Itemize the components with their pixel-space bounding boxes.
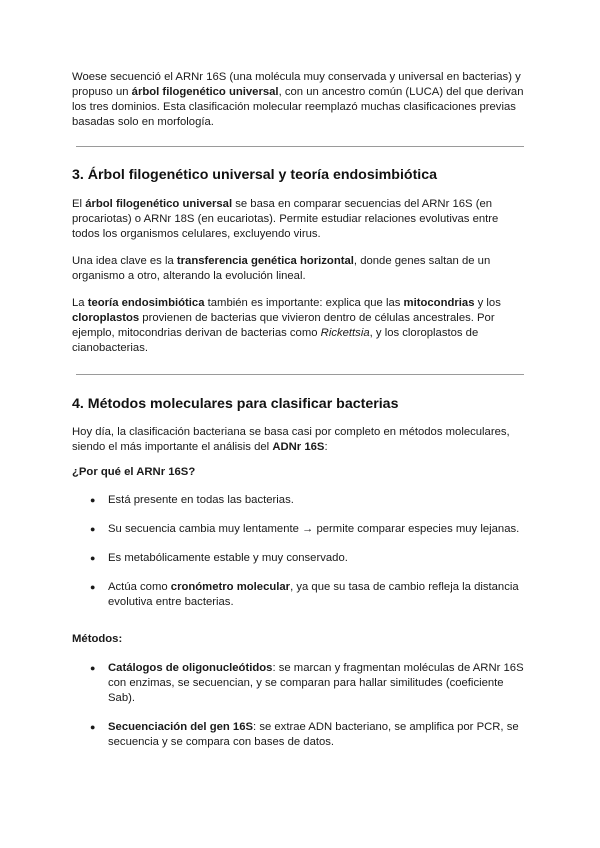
list-item bbox=[72, 493, 528, 508]
document-page bbox=[72, 70, 528, 750]
s3p2-bold-1: transferencia genética horizontal bbox=[176, 255, 354, 267]
intro-bold-1: árbol filogenético universal bbox=[131, 86, 279, 98]
methods-list bbox=[72, 661, 528, 750]
s3p3-text-5: , y los cloroplastos de cianobacterias. bbox=[72, 327, 479, 354]
s3p3-text-2: también es importante: explica que las bbox=[204, 297, 404, 309]
intro-text-2: , con un ancestro común (LUCA) del que derivan los tres dominios. Esta clasificación molecular reemplazó muchas clasificaciones previas basadas solo en morfología. bbox=[72, 86, 524, 128]
s4p1-text-1: Hoy día, la clasificación bacteriana se basa casi por completo en métodos moleculares, siendo el más importante el análisis del bbox=[72, 426, 510, 453]
s3p3-text-3: y los bbox=[474, 297, 501, 309]
method-2-bold: Secuenciación del gen 16S bbox=[108, 721, 254, 733]
list-item bbox=[72, 661, 528, 706]
why-item-4-bold: cronómetro molecular bbox=[170, 581, 291, 593]
s3p3-bold-1: teoría endosimbiótica bbox=[87, 297, 205, 309]
why-item-1-text: Está presente en todas las bacterias. bbox=[108, 494, 294, 506]
why-16s-label: ¿Por qué el ARNr 16S? bbox=[72, 466, 196, 478]
s3p1-text-1: El bbox=[72, 198, 86, 210]
why-item-3-text: Es metabólicamente estable y muy conservado. bbox=[108, 552, 348, 564]
methods-label: Métodos: bbox=[72, 633, 123, 645]
section4-heading: 4. Métodos moleculares para clasificar bacterias bbox=[72, 396, 399, 412]
s3p2-text-1: Una idea clave es la bbox=[72, 255, 177, 267]
method-1-text: : se marcan y fragmentan moléculas de ARNr 16S con enzimas, se secuencian, y se comparan para hallar similitudes (coeficiente Sab). bbox=[108, 662, 524, 704]
list-item bbox=[72, 580, 528, 610]
s3p1-bold-1: árbol filogenético universal bbox=[85, 198, 233, 210]
list-item bbox=[72, 551, 528, 566]
why-16s-list bbox=[72, 493, 528, 610]
section-divider-2 bbox=[76, 374, 524, 375]
section3-paragraph-3 bbox=[72, 296, 528, 356]
s4p1-text-2: : bbox=[324, 441, 328, 453]
section4-paragraph-1 bbox=[72, 425, 528, 455]
intro-paragraph bbox=[72, 70, 528, 130]
intro-text-1: Woese secuenció el ARNr 16S (una molécula muy conservada y universal en bacterias) y propuso un bbox=[72, 71, 521, 98]
s3p3-text-1: La bbox=[72, 297, 88, 309]
s3p3-bold-3: cloroplastos bbox=[72, 312, 140, 324]
section3-paragraph-1 bbox=[72, 197, 528, 242]
s3p3-text-4: provienen de bacterias que vivieron dentro de células ancestrales. Por ejemplo, mitocondrias derivan de bacterias como bbox=[72, 312, 495, 339]
why-item-4-post: , ya que su tasa de cambio refleja la distancia evolutiva entre bacterias. bbox=[108, 581, 519, 608]
s4p1-bold-1: ADNr 16S bbox=[272, 441, 325, 453]
why-item-2-text: Su secuencia cambia muy lentamente → permite comparar especies muy lejanas. bbox=[108, 523, 520, 535]
s3p3-italic-1: Rickettsia bbox=[320, 327, 370, 339]
s3p2-text-2: , donde genes saltan de un organismo a otro, alterando la evolución lineal. bbox=[72, 255, 491, 282]
list-item bbox=[72, 720, 528, 750]
section3-paragraph-2 bbox=[72, 254, 528, 284]
section3-heading: 3. Árbol filogenético universal y teoría endosimbiótica bbox=[72, 167, 438, 183]
why-item-4-pre: Actúa como bbox=[108, 581, 171, 593]
s3p3-bold-2: mitocondrias bbox=[403, 297, 475, 309]
method-1-bold: Catálogos de oligonucleótidos bbox=[108, 662, 273, 674]
method-2-text: : se extrae ADN bacteriano, se amplifica por PCR, se secuencia y se compara con bases de datos. bbox=[108, 721, 519, 748]
list-item bbox=[72, 522, 528, 537]
section-divider-1 bbox=[76, 146, 524, 147]
s3p1-text-2: se basa en comparar secuencias del ARNr 16S (en procariotas) o ARNr 18S (en eucariotas). Permite estudiar relaciones evolutivas entre todos los organismos celulares, excluyendo virus. bbox=[72, 198, 499, 240]
